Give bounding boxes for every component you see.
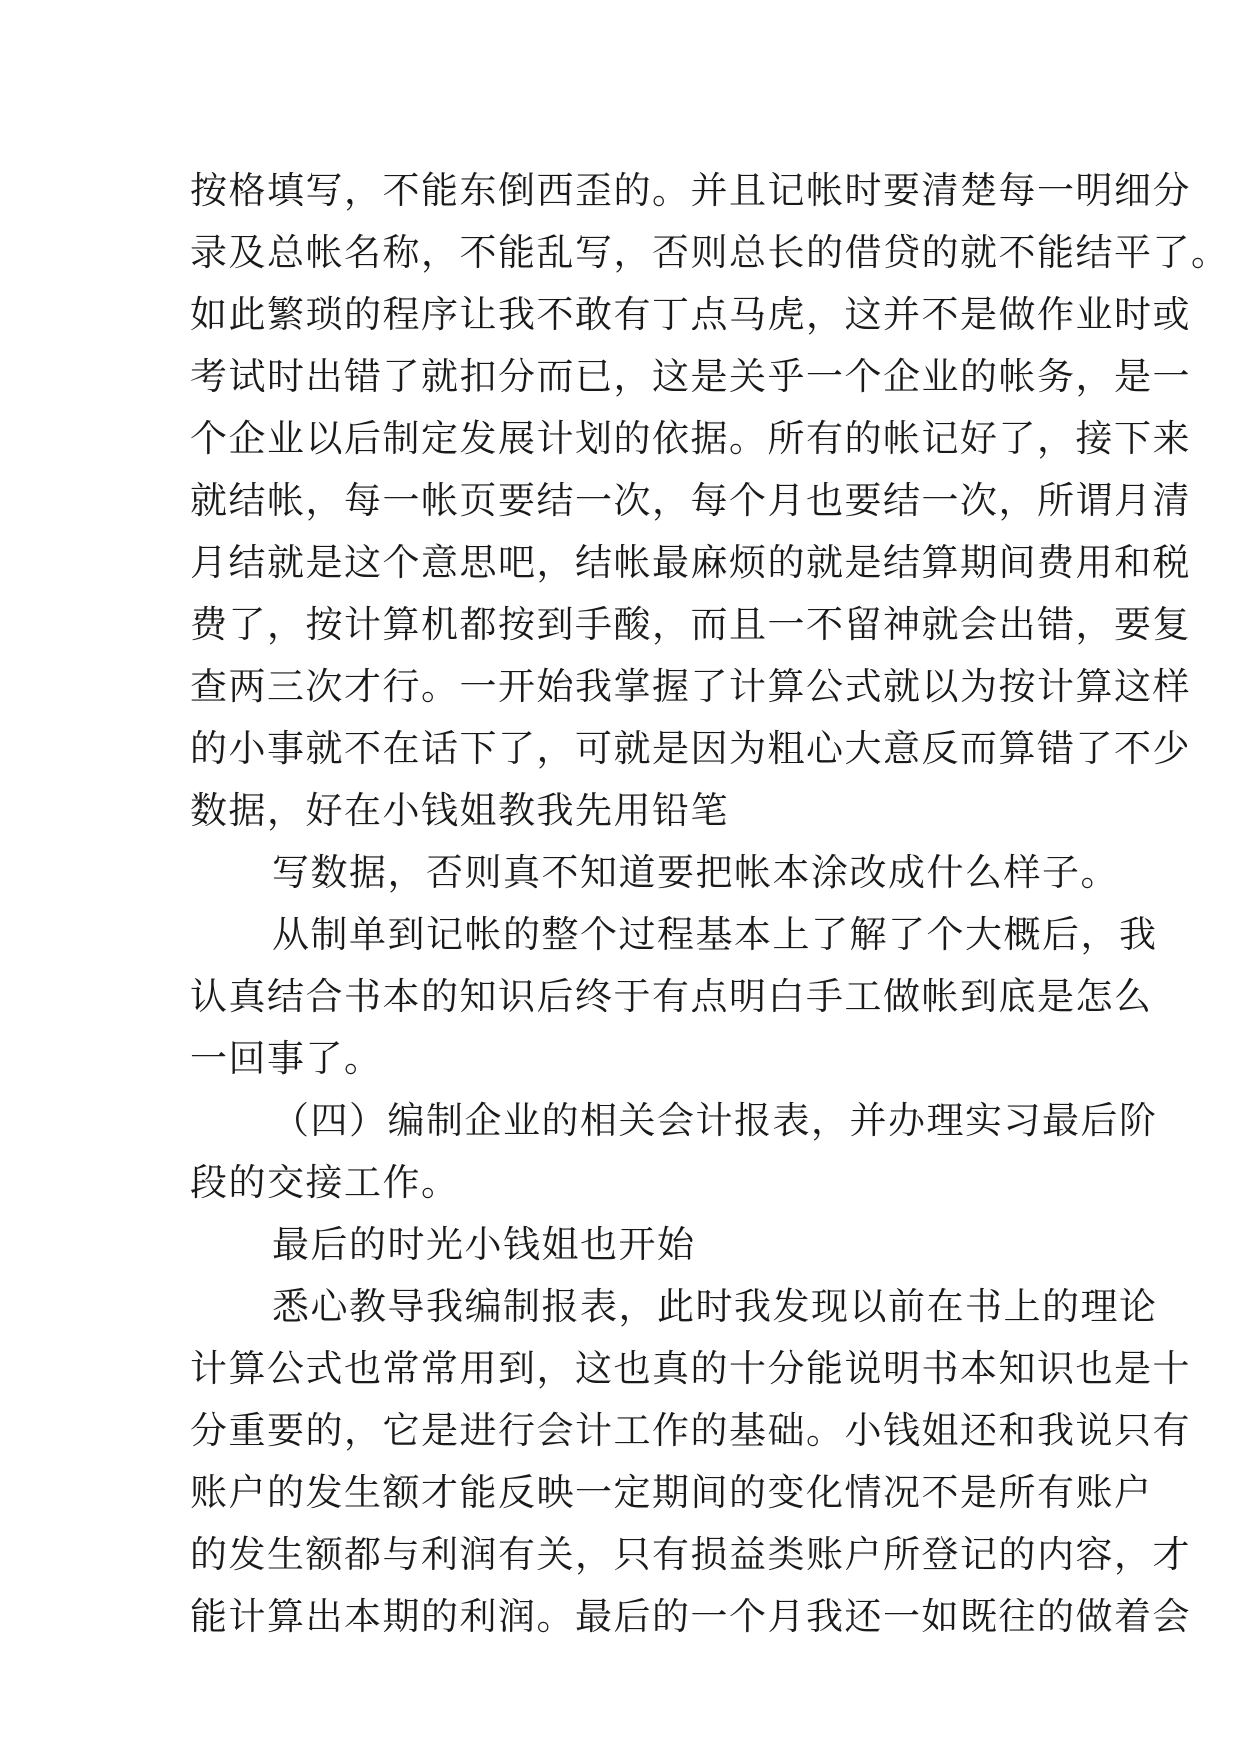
- text-line: （四）编制企业的相关会计报表，并办理实习最后阶: [272, 1099, 1158, 1142]
- text-line: 悉心教导我编制报表，此时我发现以前在书上的理论: [272, 1285, 1158, 1328]
- text-line: 计算公式也常常用到，这也真的十分能说明书本知识也是十: [190, 1347, 1191, 1390]
- text-line: 一回事了。: [190, 1037, 383, 1080]
- text-line: 认真结合书本的知识后终于有点明白手工做帐到底是怎么: [190, 975, 1153, 1018]
- text-line: 费了，按计算机都按到手酸，而且一不留神就会出错，要复: [190, 603, 1191, 646]
- text-line: 个企业以后制定发展计划的依据。所有的帐记好了，接下来: [190, 417, 1191, 460]
- text-line: 段的交接工作。: [190, 1161, 460, 1204]
- text-line: 能计算出本期的利润。最后的一个月我还一如既往的做着会: [190, 1595, 1191, 1638]
- text-line: 月结就是这个意思吧，结帐最麻烦的就是结算期间费用和税: [190, 541, 1191, 584]
- text-line: 数据，好在小钱姐教我先用铅笔: [190, 789, 729, 832]
- text-line: 分重要的，它是进行会计工作的基础。小钱姐还和我说只有: [190, 1409, 1191, 1452]
- text-line: 最后的时光小钱姐也开始: [272, 1223, 696, 1266]
- text-line: 从制单到记帐的整个过程基本上了解了个大概后，我: [272, 913, 1158, 956]
- body-text: [190, 160, 1230, 1648]
- text-line: 账户的发生额才能反映一定期间的变化情况不是所有账户: [190, 1471, 1153, 1514]
- text-line: 的发生额都与利润有关，只有损益类账户所登记的内容，才: [190, 1533, 1191, 1576]
- text-line: 查两三次才行。一开始我掌握了计算公式就以为按计算这样: [190, 665, 1191, 708]
- text-line: 按格填写，不能东倒西歪的。并且记帐时要清楚每一明细分: [190, 169, 1191, 212]
- text-line: 录及总帐名称，不能乱写，否则总长的借贷的就不能结平了。: [190, 231, 1230, 274]
- text-line: 写数据，否则真不知道要把帐本涂改成什么样子。: [272, 851, 1119, 894]
- text-line: 就结帐，每一帐页要结一次，每个月也要结一次，所谓月清: [190, 479, 1191, 522]
- text-line: 的小事就不在话下了，可就是因为粗心大意反而算错了不少: [190, 727, 1191, 770]
- text-line: 考试时出错了就扣分而已，这是关乎一个企业的帐务，是一: [190, 355, 1191, 398]
- text-line: 如此繁琐的程序让我不敢有丁点马虎，这并不是做作业时或: [190, 293, 1191, 336]
